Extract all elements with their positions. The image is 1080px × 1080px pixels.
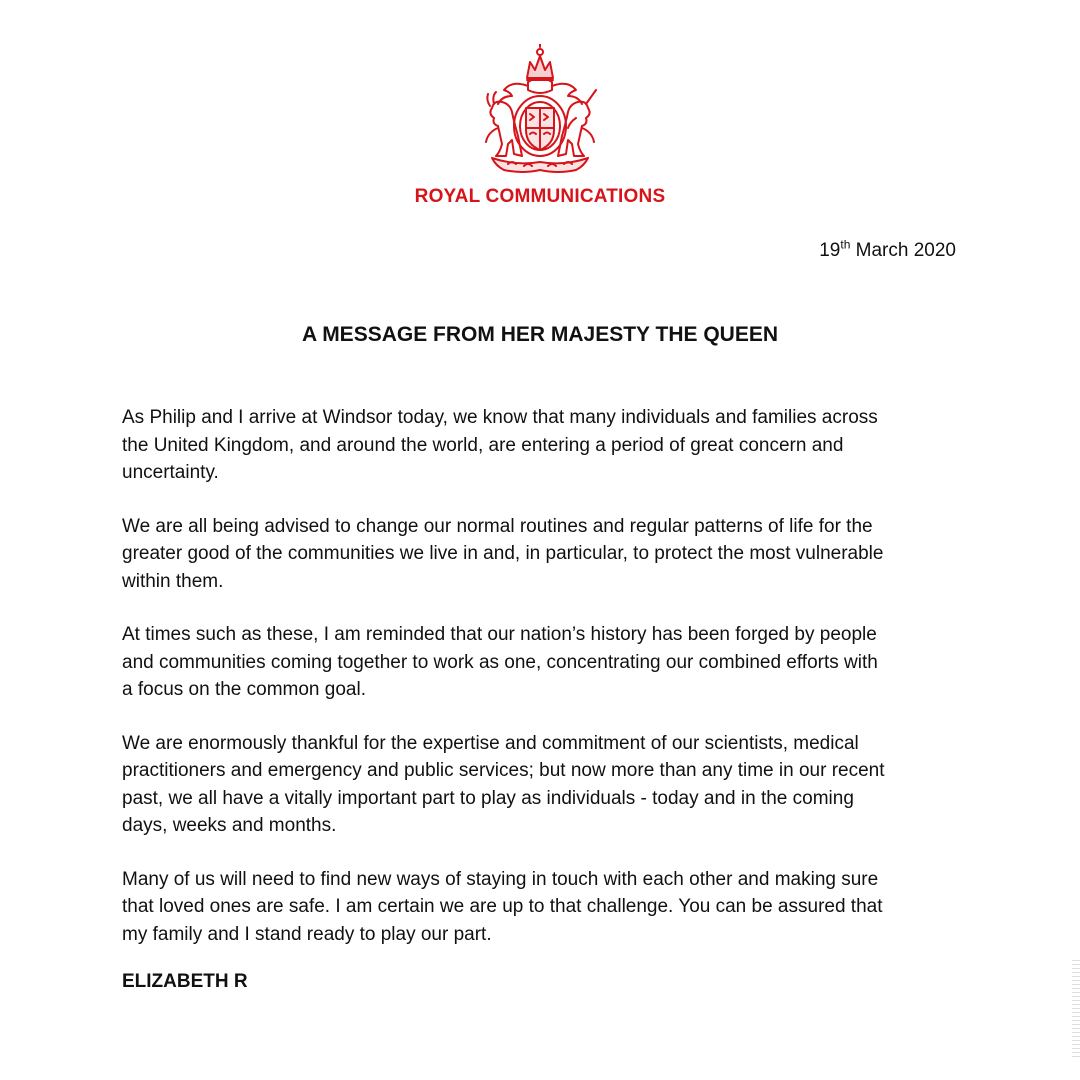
letter-date (819, 238, 956, 264)
date-day: 19 (819, 240, 841, 261)
crown-icon (527, 44, 553, 80)
message-title: A MESSAGE FROM HER MAJESTY THE QUEEN (301, 323, 779, 346)
royal-coat-of-arms-icon (472, 44, 608, 176)
paragraph: Many of us will need to find new ways of staying in touch with each other and making sure that loved ones are safe. I am certain we are up to that challenge. You can be assured that my family and I stand ready to play our part. (122, 868, 883, 945)
paragraph: We are all being advised to change our normal routines and regular patterns of life for the greater good of the communities we live in and, in particular, to protect the most vulnerable within them. (122, 515, 884, 592)
lion-supporter-icon (486, 92, 522, 156)
page-edge-mark (1072, 960, 1080, 1060)
paragraph: At times such as these, I am reminded that our nation’s history has been forged by people and communities coming together to work as one, concentrating our combined efforts with a focus on the common goal. (122, 624, 878, 700)
signature: ELIZABETH R (122, 971, 248, 992)
organisation-name: ROYAL COMMUNICATIONS (414, 186, 666, 207)
unicorn-supporter-icon (558, 90, 596, 156)
paragraph: As Philip and I arrive at Windsor today, we know that many individuals and families across the United Kingdom, and around the world, are entering a period of great concern and uncertainty. (122, 407, 878, 483)
date-ordinal: th (840, 237, 851, 252)
date-month-year: March 2020 (855, 240, 956, 261)
paragraph: We are enormously thankful for the expertise and commitment of our scientists, medical practitioners and emergency and public services; but now more than any time in our recent past, we all have a vitally important part to play as individuals - today and in the coming days, weeks and months. (122, 732, 885, 836)
message-body (122, 404, 972, 995)
